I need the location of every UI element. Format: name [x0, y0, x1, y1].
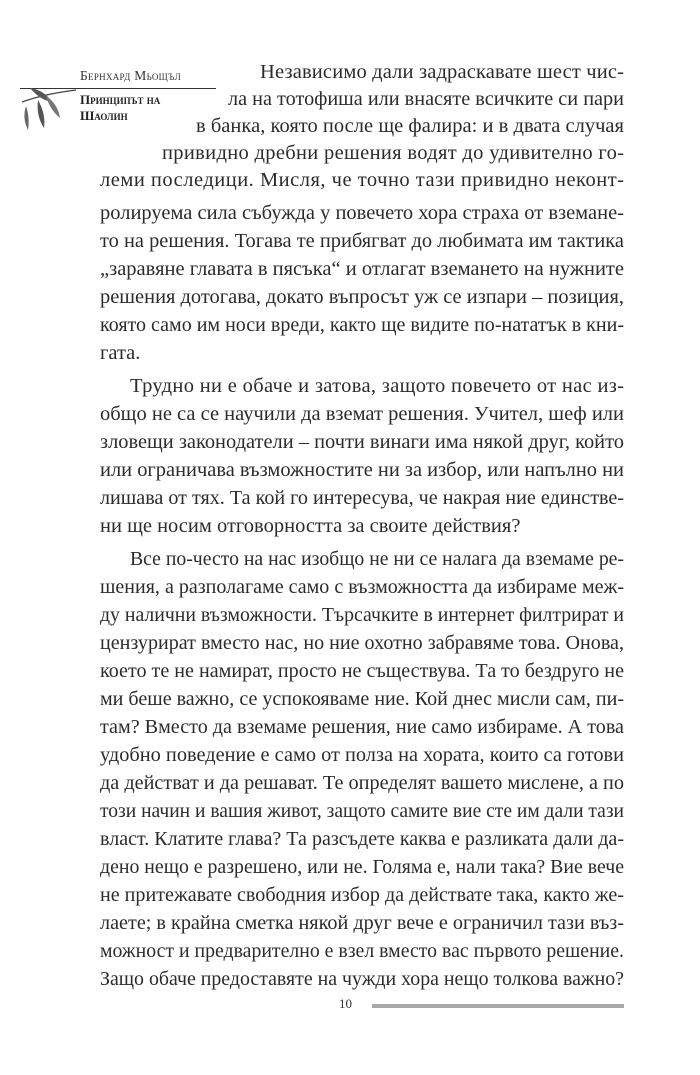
text-line: ми беше важно, се успокояваме ние. Кой днес мисли сам, пи- [100, 688, 624, 710]
text-line: лаете; в крайна сметка някой друг вече е ограничил тази въз- [100, 912, 624, 934]
text-line: ду налични възможности. Търсачките в интернет филтрират и [100, 604, 624, 626]
author-name: Бернхард Мьощъл [80, 68, 182, 83]
text-line: привидно дребни решения водят до удивително го- [162, 142, 625, 164]
text-line: лишава от тях. Та кой го интересува, че накрая ние единстве- [100, 487, 624, 509]
text-line: зловещи законодатели – почти винаги има някой друг, който [100, 431, 624, 453]
text-line: ла на тотофиша или внасяте всичките си пари [228, 88, 624, 110]
text-line: Защо обаче предоставяте на чужди хора нещо толкова важно? [100, 968, 624, 990]
text-line: там? Вместо да вземаме решения, ние само избираме. А това [100, 716, 624, 738]
text-line: власт. Клатите глава? Та разсъдете каква е разликата дали да- [100, 828, 624, 850]
text-line: ролируема сила събужда у повечето хора страха от вземане- [100, 202, 624, 224]
text-line: дено нещо е разрешено, или не. Голяма е, нали така? Вие вече [100, 856, 624, 878]
text-line: леми последици. Мисля, че точно тази привидно неконт- [100, 169, 625, 191]
text-line: цензурират вместо нас, но ние охотно забравяме това. Онова, [100, 632, 624, 654]
bamboo-leaves-icon [16, 72, 82, 132]
text-line: решения дотогава, докато въпросът уж се изпари – позиция, [100, 286, 624, 308]
text-line: гата. [100, 342, 141, 364]
text-line: то на решения. Тогава те прибягват до любимата им тактика [100, 230, 624, 252]
text-line: удобно поведение е само от полза на хората, които са готови [100, 744, 624, 766]
page-number: 10 [339, 996, 352, 1011]
text-line: шения, а разполагаме само с възможността да избираме меж- [100, 576, 624, 598]
text-line: да действат и да решават. Те определят вашето мислене, а по [100, 772, 624, 794]
footer-rule [372, 1004, 624, 1008]
text-line: която само им носи вреди, както ще видите по-нататък в кни- [100, 314, 624, 336]
text-line: Трудно ни е обаче и затова, защото повечето от нас из- [130, 375, 625, 397]
text-line: или ограничава възможностите ни за избор, или напълно ни [100, 459, 624, 481]
series-title-line-1: Принципът на [80, 92, 161, 107]
text-line: този начин и вашия живот, защото самите вие сте им дали тази [100, 800, 624, 822]
text-line: в банка, която после ще фалира: и в двата случая [196, 115, 625, 137]
text-line: не притежавате свободния избор да действате така, както же- [100, 884, 624, 906]
text-line: което те не намират, просто не съществува. Та то бездруго не [100, 660, 624, 682]
text-line: Все по-често на нас изобщо не ни се налага да вземаме ре- [130, 548, 624, 570]
text-line: общо не са се научили да вземат решения. Учител, шеф или [100, 403, 624, 425]
text-line: „заравяне главата в пясъка“ и отлагат вземането на нужните [100, 258, 624, 280]
text-line: Независимо дали задраскавате шест чис- [260, 61, 625, 83]
series-title-line-2: Шаолин [80, 108, 128, 123]
text-line: ни ще носим отговорността за своите действия? [100, 515, 521, 537]
text-line: можност и предварително е взел вместо вас първото решение. [100, 940, 624, 962]
